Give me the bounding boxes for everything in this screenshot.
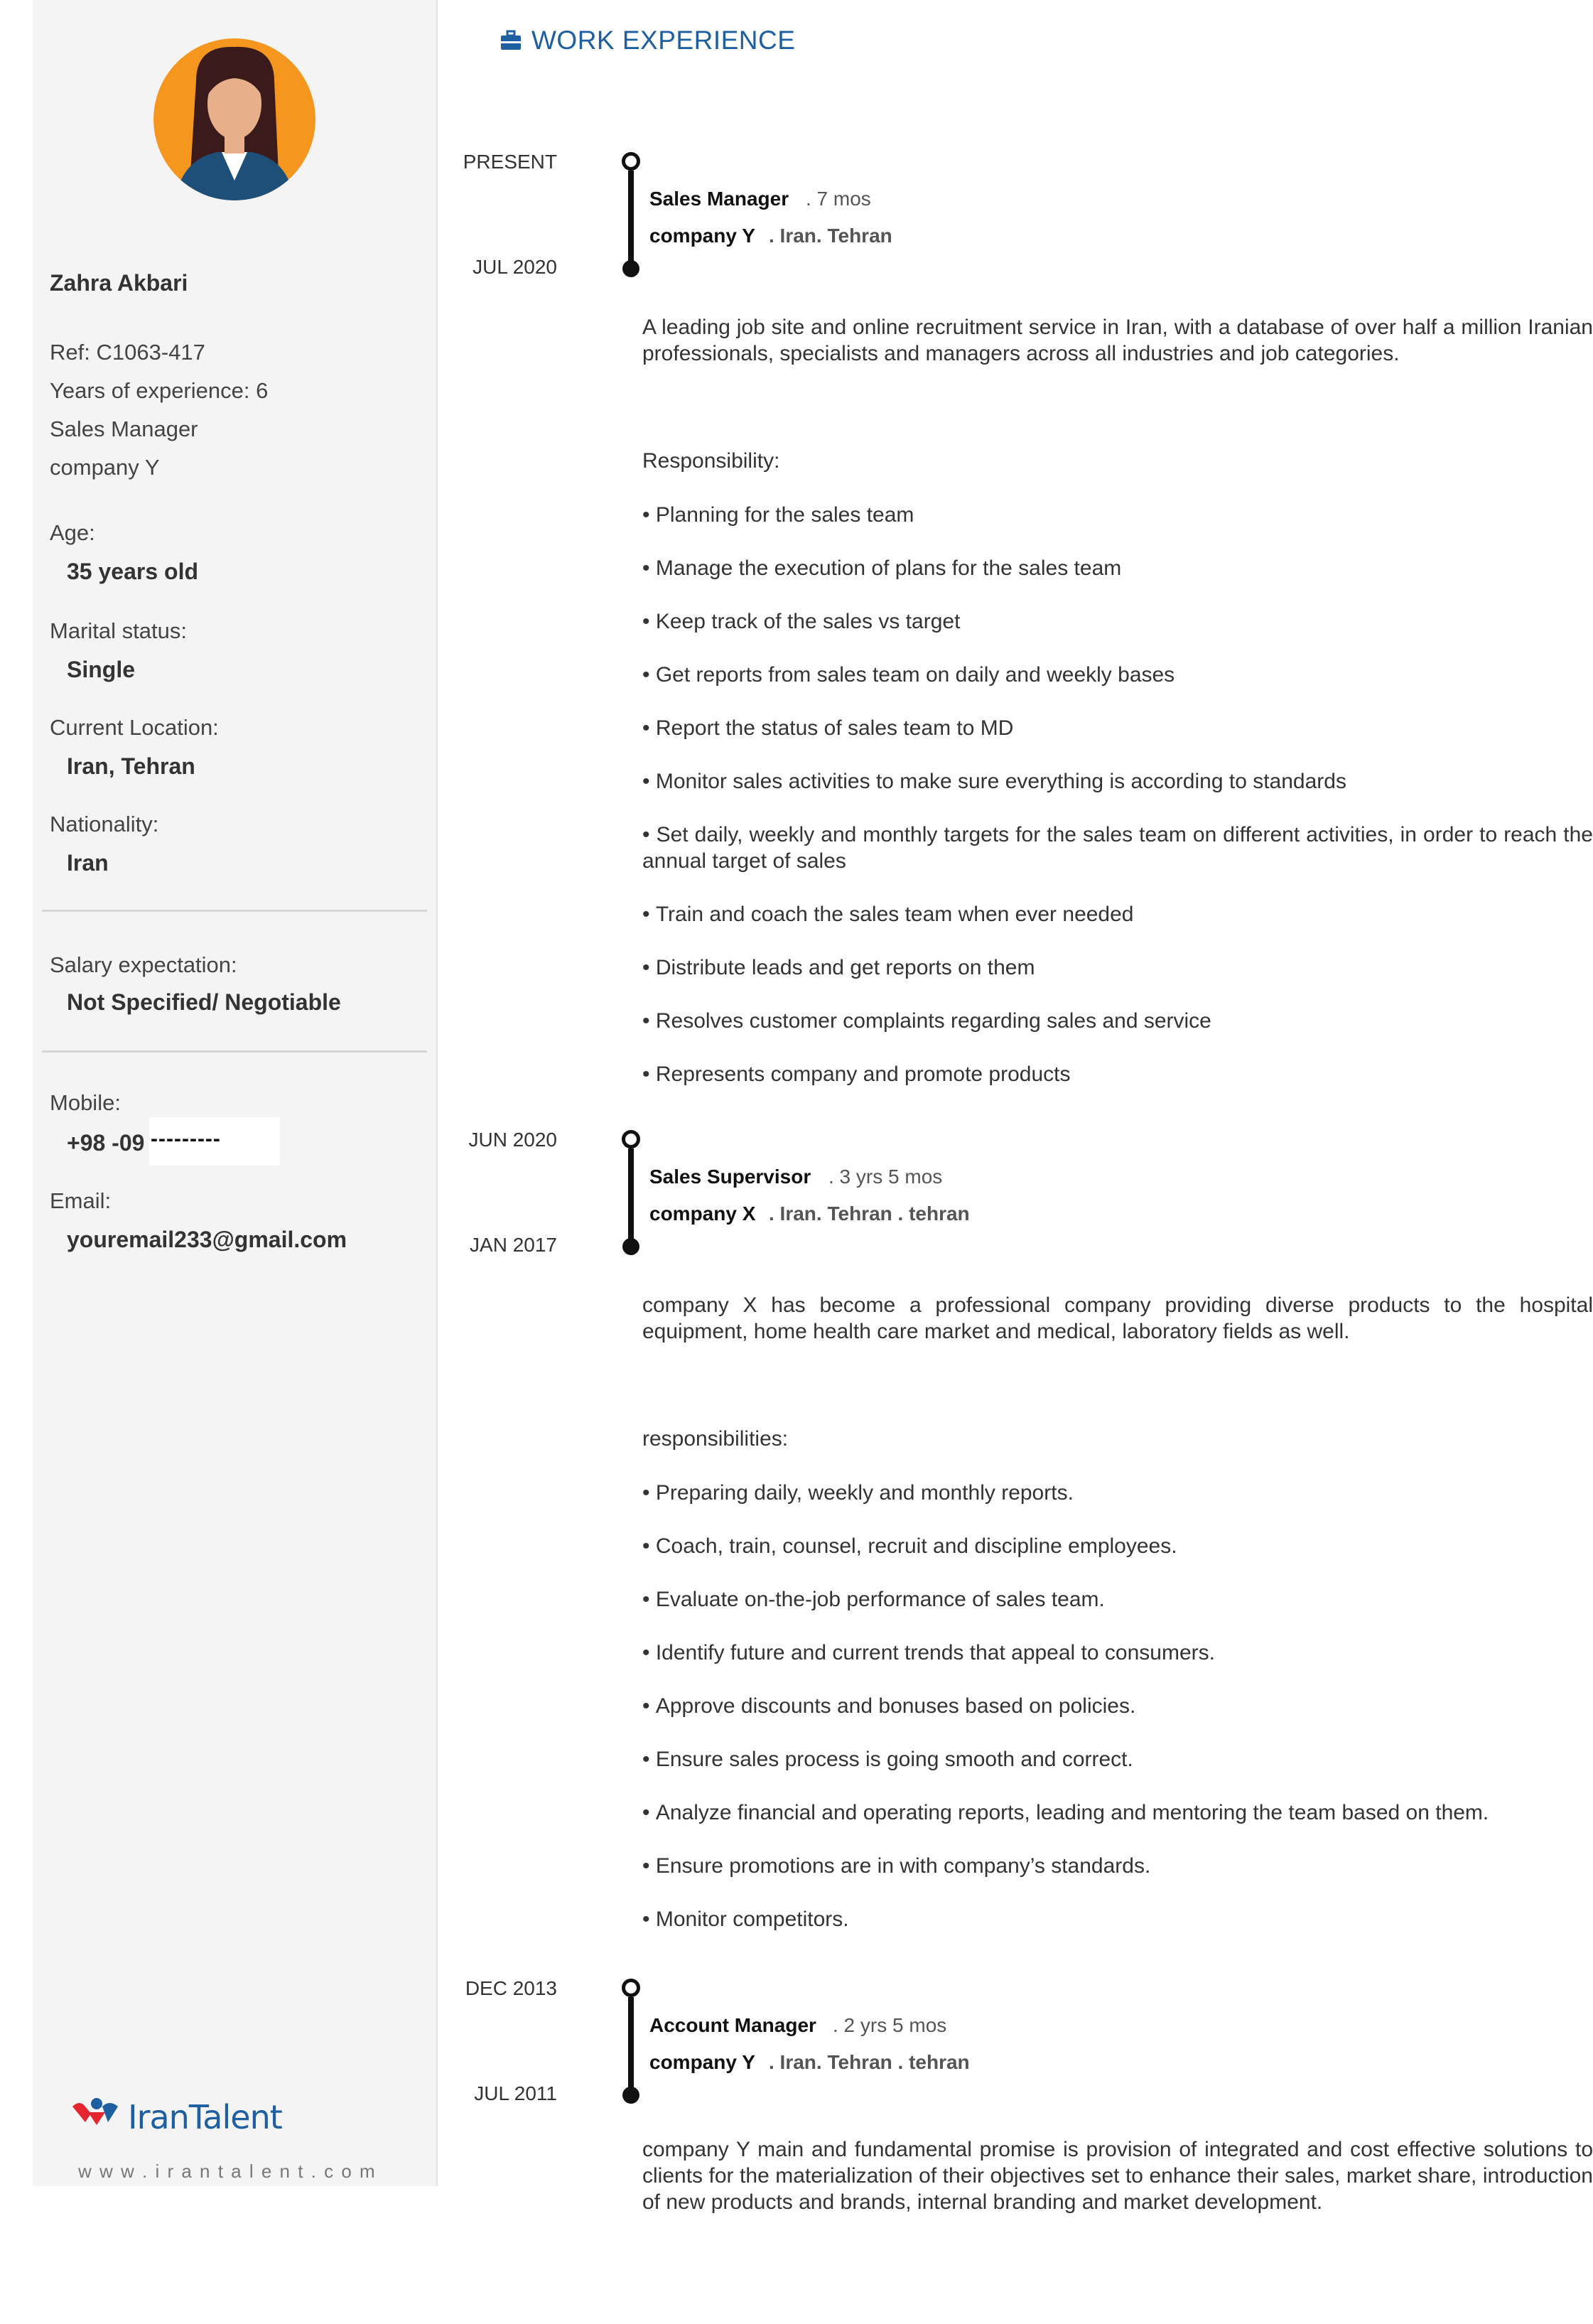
list-item: • Monitor sales activities to make sure everything is according to standards <box>642 768 1593 795</box>
responsibility-list <box>642 502 1593 1114</box>
salary-label: Salary expectation: <box>50 952 237 977</box>
sidebar-divider <box>42 1050 427 1053</box>
timeline-end-marker <box>622 2087 639 2104</box>
job-location: . Iran. Tehran . tehran <box>769 2051 970 2073</box>
list-item: • Planning for the sales team <box>642 502 1593 528</box>
avatar <box>153 38 315 200</box>
list-item: • Approve discounts and bonuses based on policies. <box>642 1693 1593 1719</box>
list-item: • Monitor competitors. <box>642 1906 1593 1932</box>
job-location: . Iran. Tehran . tehran <box>769 1203 970 1225</box>
job-duration: . 3 yrs 5 mos <box>828 1166 943 1188</box>
list-item: • Get reports from sales team on daily and weekly bases <box>642 662 1593 688</box>
current-title: Sales Manager <box>50 416 198 441</box>
list-item: • Analyze financial and operating reports, leading and mentoring the team based on them. <box>642 1800 1593 1826</box>
age-label: Age: <box>50 520 95 545</box>
candidate-name: Zahra Akbari <box>50 270 188 296</box>
responsibility-title: responsibilities: <box>642 1427 789 1451</box>
mobile-masked-digits: --------- <box>151 1127 221 1151</box>
job-company: company X <box>649 1203 756 1225</box>
list-item: • Ensure promotions are in with company’s standards. <box>642 1853 1593 1879</box>
timeline-line <box>628 1148 634 1241</box>
timeline-line <box>628 171 634 263</box>
mobile-label: Mobile: <box>50 1090 121 1115</box>
main-content <box>436 0 1593 2324</box>
current-company: company Y <box>50 455 160 480</box>
list-item: • Preparing daily, weekly and monthly reports. <box>642 1480 1593 1506</box>
list-item: • Represents company and promote products <box>642 1061 1593 1087</box>
mobile-mask <box>149 1117 280 1166</box>
responsibility-list <box>642 1480 1593 1959</box>
email-label: Email: <box>50 1188 112 1213</box>
job-description: company X has become a professional company providing diverse products to the hospital equipment, home health care market and medical, laboratory fields as well. <box>642 1293 1593 1343</box>
list-item: • Set daily, weekly and monthly targets for the sales team on different activities, in order to reach the annual target of sales <box>642 822 1593 874</box>
list-item: • Resolves customer complaints regarding sales and service <box>642 1008 1593 1034</box>
reference-id: Ref: C1063-417 <box>50 340 205 365</box>
brand-name: IranTalent <box>128 2098 282 2136</box>
age-value: 35 years old <box>67 559 198 584</box>
job-date-end: PRESENT <box>463 151 557 173</box>
timeline-start-marker <box>622 1130 640 1148</box>
location-label: Current Location: <box>50 715 219 740</box>
job-date-end: DEC 2013 <box>465 1977 557 1999</box>
sidebar <box>33 0 438 2186</box>
job-date-end: JUN 2020 <box>468 1129 557 1151</box>
nationality-value: Iran <box>67 850 109 876</box>
timeline-line <box>628 1997 634 2089</box>
list-item: • Report the status of sales team to MD <box>642 715 1593 741</box>
job-role: Sales Supervisor <box>649 1166 811 1188</box>
brand-url[interactable]: w w w . i r a n t a l e n t . c o m <box>78 2161 377 2182</box>
list-item: • Coach, train, counsel, recruit and discipline employees. <box>642 1533 1593 1559</box>
nationality-label: Nationality: <box>50 812 159 836</box>
years-experience: Years of experience: 6 <box>50 378 269 403</box>
job-company: company Y <box>649 2051 755 2073</box>
irantalent-logo-icon <box>68 2094 125 2136</box>
brand-logo <box>68 2094 281 2136</box>
list-item: • Evaluate on-the-job performance of sales team. <box>642 1586 1593 1613</box>
job-date-start: JAN 2017 <box>470 1234 557 1256</box>
mobile-value: +98 -09 <box>67 1130 145 1156</box>
list-item: • Train and coach the sales team when ever needed <box>642 901 1593 927</box>
job-location: . Iran. Tehran <box>769 225 892 247</box>
list-item: • Manage the execution of plans for the sales team <box>642 555 1593 581</box>
marital-value: Single <box>67 657 136 682</box>
salary-value: Not Specified/ Negotiable <box>67 989 341 1015</box>
job-date-start: JUL 2020 <box>472 256 557 278</box>
job-duration: . 2 yrs 5 mos <box>833 2014 947 2036</box>
briefcase-icon <box>500 30 522 51</box>
job-company: company Y <box>649 225 755 247</box>
job-description: company Y main and fundamental promise is provision of integrated and cost effective solutions to clients for the materialization of their objectives set to enhance their sales, market share, introduction of new products and brands, internal branding and market development. <box>642 2138 1593 2214</box>
sidebar-divider <box>42 910 427 912</box>
list-item: • Ensure sales process is going smooth and correct. <box>642 1746 1593 1772</box>
job-duration: . 7 mos <box>806 188 871 210</box>
location-value: Iran, Tehran <box>67 753 195 779</box>
responsibility-title: Responsibility: <box>642 449 780 473</box>
timeline-start-marker <box>622 1979 640 1997</box>
job-description: A leading job site and online recruitment service in Iran, with a database of over half a million Iranian professionals, specialists and managers across all industries and job categories. <box>642 316 1593 365</box>
list-item: • Identify future and current trends that appeal to consumers. <box>642 1640 1593 1666</box>
section-title: WORK EXPERIENCE <box>531 26 796 55</box>
list-item: • Keep track of the sales vs target <box>642 608 1593 635</box>
job-date-start: JUL 2011 <box>474 2082 557 2104</box>
email-value[interactable]: youremail233@gmail.com <box>67 1227 347 1252</box>
timeline-end-marker <box>622 1238 639 1255</box>
job-role: Account Manager <box>649 2014 816 2036</box>
job-role: Sales Manager <box>649 188 789 210</box>
marital-label: Marital status: <box>50 618 187 643</box>
list-item: • Distribute leads and get reports on them <box>642 954 1593 981</box>
timeline-start-marker <box>622 152 640 171</box>
timeline-end-marker <box>622 260 639 277</box>
